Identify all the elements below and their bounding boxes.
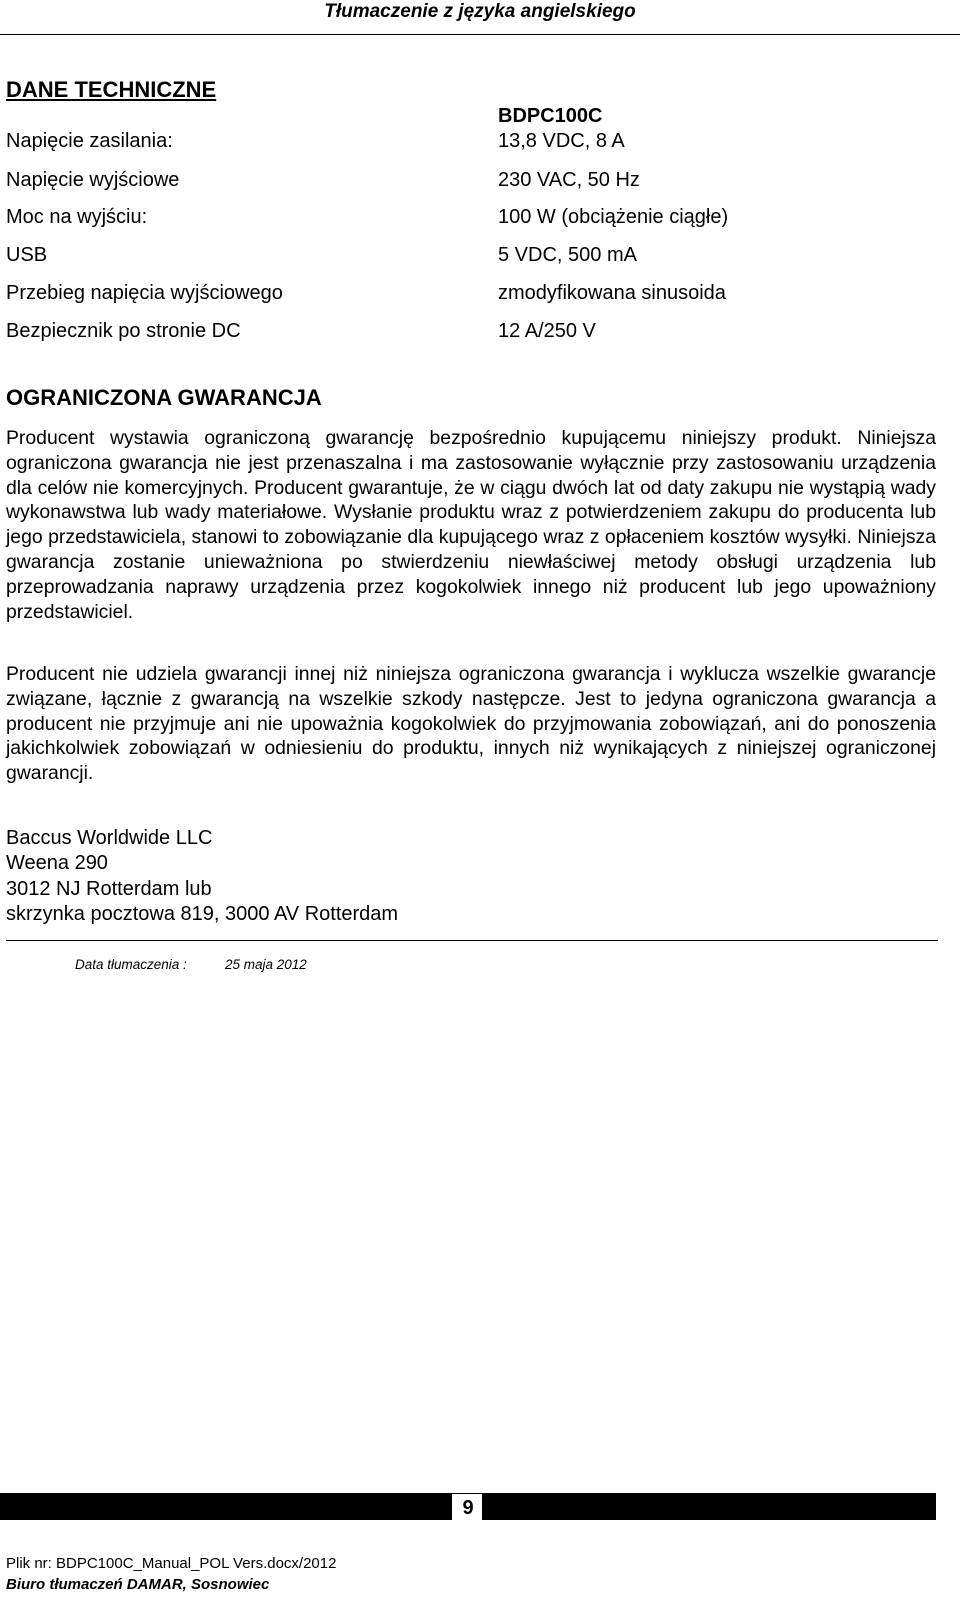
warranty-paragraph-1: Producent wystawia ograniczoną gwarancję bezpośrednio kupującemu niniejszy produkt. Niniejsza ograniczona gwarancja nie jest przenaszalna i ma zastosowanie wyłącznie przy zastosowaniu urządzenia dla celów nie komercyjnych. Producent gwarantuje, że w ciągu dwóch lat od daty zakupu nie wystąpią wady wykonawstwa lub wady materiałowe. Wysłanie produktu wraz z potwierdzeniem zakupu do producenta lub jego przedstawiciela, stanowi to zobowiązanie dla kupującego wraz z opłaceniem kosztów wysyłki. Niniejsza gwarancja zostanie unieważniona po stwierdzeniu niewłaściwej metody obsługi urządzenia lub przeprowadzania naprawy urządzenia przez kogokolwiek innego niż producent lub jego upoważniony przedstawiciel.: [6, 427, 936, 623]
spec-row: [6, 204, 946, 230]
address-divider: [6, 940, 938, 941]
spec-label: USB: [6, 244, 48, 266]
address-line: 3012 NJ Rotterdam lub: [6, 877, 212, 900]
tech-specs-heading: DANE TECHNICZNE: [6, 77, 217, 102]
spec-label: Napięcie zasilania:: [6, 130, 173, 152]
spec-row: [6, 280, 946, 306]
spec-row: [6, 167, 946, 193]
page-number: 9: [462, 1497, 474, 1519]
address-line: Weena 290: [6, 852, 108, 875]
spec-row: [6, 128, 946, 154]
footer-office: Biuro tłumaczeń DAMAR, Sosnowiec: [6, 1576, 270, 1593]
spec-value: 230 VAC, 50 Hz: [498, 169, 640, 191]
spec-value: 5 VDC, 500 mA: [498, 244, 637, 266]
translation-date-value: 25 maja 2012: [225, 957, 307, 972]
warranty-heading: OGRANICZONA GWARANCJA: [6, 385, 322, 410]
header-divider: [0, 34, 960, 35]
spec-label: Bezpiecznik po stronie DC: [6, 320, 241, 342]
spec-label: Moc na wyjściu:: [6, 206, 148, 228]
spec-label: Przebieg napięcia wyjściowego: [6, 282, 283, 304]
spec-value: zmodyfikowana sinusoida: [498, 282, 726, 304]
translation-date-label: Data tłumaczenia :: [75, 957, 187, 972]
spec-row: [6, 318, 946, 344]
footer-file-name: Plik nr: BDPC100C_Manual_POL Vers.docx/2012: [6, 1555, 337, 1572]
address-block: [6, 826, 398, 927]
address-line: skrzynka pocztowa 819, 3000 AV Rotterdam: [6, 902, 399, 925]
address-line: Baccus Worldwide LLC: [6, 827, 213, 849]
spec-label: Napięcie wyjściowe: [6, 169, 180, 191]
spec-value: 13,8 VDC, 8 A: [498, 130, 625, 152]
spec-row: [6, 242, 946, 268]
spec-value: 100 W (obciążenie ciągłe): [498, 206, 729, 228]
page-header-title: Tłumaczenie z języka angielskiego: [324, 1, 636, 22]
model-name: BDPC100C: [498, 105, 603, 127]
warranty-paragraph-2: Producent nie udziela gwarancji innej niż niniejsza ograniczona gwarancja i wyklucza wszelkie gwarancje związane, łącznie z gwarancją na wszelkie szkody następcze. Jest to jedyna ograniczona gwarancja a producent nie przyjmuje ani nie upoważnia kogokolwiek do przyjmowania zobowiązań, ani do ponoszenia jakichkolwiek zobowiązań w odniesieniu do produktu, innych niż wynikających z niniejszej ograniczonej gwarancji.: [6, 663, 936, 785]
spec-value: 12 A/250 V: [498, 320, 596, 342]
